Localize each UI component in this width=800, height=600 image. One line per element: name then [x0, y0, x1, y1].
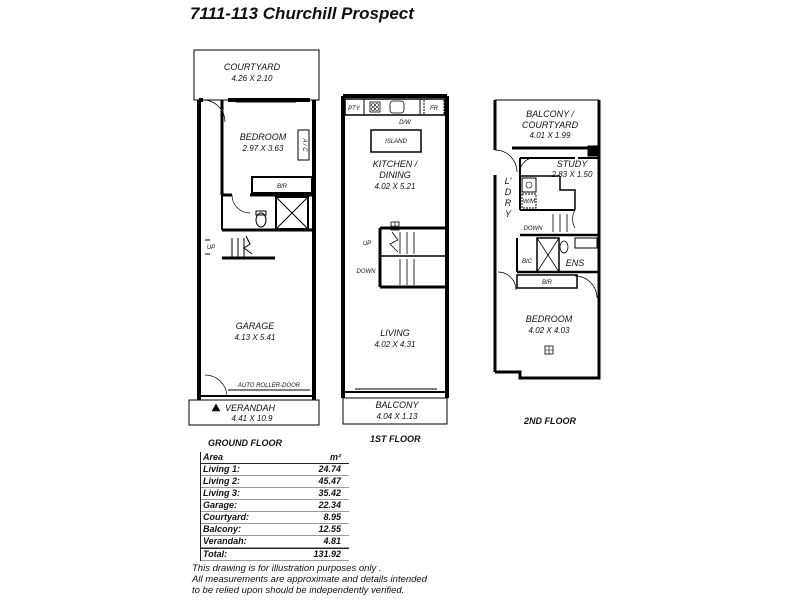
bedroom-second-dim: 4.02 X 4.03 [528, 326, 570, 335]
area-header-unit: m² [330, 452, 341, 462]
ac-label: A / C [301, 138, 307, 152]
living-dim: 4.02 X 4.31 [374, 340, 416, 349]
bedroom-ground-name: BEDROOM [239, 132, 287, 142]
area-row-label: Living 3: [203, 488, 241, 498]
study-dim: 2.83 X 1.50 [551, 170, 593, 179]
living-name: LIVING [380, 328, 410, 338]
washing-machine-label: W/M [522, 199, 536, 205]
bir-second-label: BIR [541, 280, 553, 286]
garage-name: GARAGE [235, 321, 275, 331]
area-header-label: Area [203, 452, 224, 462]
balcony-first-dim: 4.04 X 1.13 [376, 412, 418, 421]
bedroom-ground-dim: 2.97 X 3.63 [242, 144, 284, 153]
kitchen-name-1: KITCHEN / [372, 159, 418, 169]
bir-ground-label: BIR [276, 184, 288, 190]
area-total-label: Total: [203, 549, 228, 559]
area-row-label: Living 2: [203, 476, 241, 486]
area-row-label: Living 1: [203, 464, 241, 474]
area-row-label: Courtyard: [203, 512, 250, 522]
balcony-second-dim: 4.01 X 1.99 [529, 131, 571, 140]
area-table-header [201, 452, 349, 464]
area-row-label: Garage: [203, 500, 238, 510]
verandah-name: VERANDAH [224, 403, 276, 413]
table-row [201, 476, 349, 488]
first-floor-label: 1ST FLOOR [370, 434, 421, 444]
bic-label: BIC [521, 259, 533, 265]
area-total-row [201, 548, 349, 561]
disclaimer-line: This drawing is for illustration purposes only . [192, 563, 382, 574]
island-label: ISLAND [385, 139, 407, 145]
area-row-value: 22.34 [318, 500, 341, 510]
second-floor-label: 2ND FLOOR [524, 416, 577, 426]
table-row [201, 536, 349, 548]
pantry-label: PTY [348, 106, 360, 112]
verandah-dim: 4.41 X 10.9 [231, 414, 273, 423]
table-row [201, 500, 349, 512]
area-row-value: 12.55 [318, 524, 341, 534]
courtyard-name: COURTYARD [223, 62, 281, 72]
down-second-label: DOWN [523, 226, 543, 232]
fridge-label: FR [430, 106, 438, 112]
disclaimer [192, 563, 427, 596]
area-row-label: Verandah: [203, 536, 247, 546]
area-row-value: 45.47 [318, 476, 341, 486]
first-floor-plan [343, 96, 447, 424]
ground-floor-label: GROUND FLOOR [208, 438, 282, 448]
garage-dim: 4.13 X 5.41 [234, 333, 276, 342]
study-name: STUDY [556, 159, 588, 169]
balcony-second-name-2: COURTYARD [521, 120, 579, 130]
ground-floor-plan [189, 50, 319, 425]
kitchen-dim: 4.02 X 5.21 [374, 182, 416, 191]
laundry-letter-4: Y [504, 209, 512, 219]
laundry-letter-2: D [504, 187, 512, 197]
table-row [201, 512, 349, 524]
area-row-value: 8.95 [323, 512, 341, 522]
balcony-first-name: BALCONY [375, 400, 419, 410]
bedroom-second-name: BEDROOM [525, 314, 573, 324]
laundry-letter-3: R [504, 198, 512, 208]
balcony-second-name-1: BALCONY / [526, 109, 574, 119]
up-ground-label: UP [206, 245, 216, 251]
area-row-value: 4.81 [323, 536, 341, 546]
second-floor-plan [495, 100, 600, 378]
laundry-letter-1: L' [504, 176, 512, 186]
disclaimer-line: to be relied upon should be independently verified. [192, 585, 405, 596]
down-first-label: DOWN [356, 269, 376, 275]
kitchen-name-2: DINING [379, 170, 411, 180]
up-first-label: UP [362, 241, 372, 247]
table-row [201, 488, 349, 500]
courtyard-dim: 4.26 X 2.10 [231, 74, 273, 83]
area-row-value: 24.74 [318, 464, 341, 474]
disclaimer-line: All measurements are approximate and details intended [192, 574, 427, 585]
area-row-value: 35.42 [318, 488, 341, 498]
ensuite-label: ENS [565, 258, 585, 268]
table-row [201, 464, 349, 476]
table-row [201, 524, 349, 536]
area-table [200, 452, 349, 561]
auto-roller-door-label: AUTO ROLLER-DOOR [237, 383, 301, 389]
plan-title: 7111-113 Churchill Prospect [190, 4, 414, 23]
dishwasher-label: D/W [399, 120, 411, 126]
area-row-label: Balcony: [203, 524, 242, 534]
area-total-value: 131.92 [313, 549, 341, 559]
